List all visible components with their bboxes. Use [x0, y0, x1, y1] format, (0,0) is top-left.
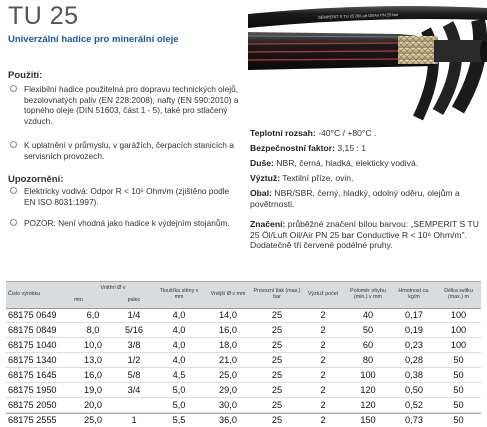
spec-safety-factor: [250, 143, 482, 154]
table-row: [6, 367, 481, 382]
table-cell-bend: 150: [344, 412, 392, 427]
table-cell-pressure: 25: [252, 397, 302, 412]
table-cell-wall: 5,0: [154, 382, 204, 397]
table-cell-mm: 25,0: [72, 412, 114, 427]
product-table: [6, 281, 481, 427]
table-cell-inch: 5/16: [114, 322, 154, 337]
table-cell-code: 68175 1340: [6, 352, 72, 367]
table-cell-mm: 19,0: [72, 382, 114, 397]
table-cell-outer: 21,0: [204, 352, 252, 367]
hose-inner-tube: [434, 40, 487, 62]
table-cell-length: 50: [436, 397, 481, 412]
bullet-icon: [10, 219, 17, 226]
table-cell-bend: 120: [344, 397, 392, 412]
table-cell-burst: 2: [302, 322, 344, 337]
table-cell-inch: [114, 397, 154, 412]
col-header-wall: Tloušťka stěny v mm: [159, 287, 199, 300]
table-row: [6, 307, 481, 322]
col-header-pressure: Provozní tlak (max.) bar: [253, 287, 301, 300]
spec-inner-tube: [250, 158, 482, 169]
spec-value: NBR, černá, hladká, elekticky vodivá.: [273, 158, 419, 168]
table-cell-bend: 80: [344, 352, 392, 367]
table-cell-burst: 2: [302, 397, 344, 412]
usage-item: [10, 84, 242, 126]
table-cell-length: 50: [436, 352, 481, 367]
table-cell-wall: 4,5: [154, 367, 204, 382]
table-cell-pressure: 25: [252, 352, 302, 367]
table-cell-weight: 0,28: [392, 352, 436, 367]
hose-braid: [398, 36, 438, 64]
warning-item-text: POZOR: Není vhodná jako hadice k výdejním stojanům.: [24, 218, 230, 228]
table-cell-pressure: 25: [252, 337, 302, 352]
bullet-icon: [10, 141, 17, 148]
table-cell-inch: 3/8: [114, 337, 154, 352]
table-row: [6, 412, 481, 427]
table-cell-inch: 1/4: [114, 307, 154, 322]
table-cell-length: 100: [436, 307, 481, 322]
table-cell-code: 68175 1040: [6, 337, 72, 352]
table-cell-burst: 2: [302, 412, 344, 427]
table-cell-weight: 0,50: [392, 382, 436, 397]
table-cell-bend: 120: [344, 382, 392, 397]
spec-value: průběžné značení bílou barvou: „SEMPERIT S TU 25 Öl/Luft Oil/Air PN 25 bar Conductive R < 10⁶ Ohm/m". Dodatečně tři červené podélné pruhy.: [250, 219, 479, 250]
table-row: [6, 382, 481, 397]
table-cell-outer: 18,0: [204, 337, 252, 352]
table-cell-bend: 50: [344, 322, 392, 337]
table-cell-wall: 4,0: [154, 307, 204, 322]
table-cell-code: 68175 0849: [6, 322, 72, 337]
table-cell-outer: 14,0: [204, 307, 252, 322]
spec-value: Textilní příze, ovin.: [280, 173, 354, 183]
table-cell-mm: 8,0: [72, 322, 114, 337]
warning-heading: Upozornění:: [8, 174, 64, 185]
table-cell-code: 68175 1645: [6, 367, 72, 382]
table-cell-pressure: 25: [252, 382, 302, 397]
table-cell-code: 68175 2050: [6, 397, 72, 412]
table-cell-outer: 30,0: [204, 397, 252, 412]
table-cell-burst: 2: [302, 367, 344, 382]
table-cell-pressure: 25: [252, 367, 302, 382]
spec-cover: [250, 188, 482, 209]
col-header-inner-diameter: Vnitřní Ø v: [100, 284, 126, 291]
table-cell-code: 68175 0649: [6, 307, 72, 322]
table-cell-wall: 4,0: [154, 352, 204, 367]
product-subtitle: Univerzální hadice pro minerální oleje: [8, 34, 179, 45]
table-cell-bend: 40: [344, 307, 392, 322]
warning-item: [10, 218, 242, 229]
table-cell-length: 50: [436, 382, 481, 397]
table-cell-weight: 0,23: [392, 337, 436, 352]
table-row: [6, 397, 481, 412]
hose-coil-arc-2: [438, 24, 456, 112]
bullet-icon: [10, 85, 17, 92]
usage-heading: Použití:: [8, 70, 43, 81]
table-cell-wall: 5,5: [154, 412, 204, 427]
table-cell-length: 50: [436, 412, 481, 427]
hose-print-text: SEMPERIT S TU 25 Öl/Luft Oil/Air PN 25 bar: [317, 11, 399, 20]
table-cell-weight: 0,19: [392, 322, 436, 337]
col-header-outer: Vnější Ø v mm: [210, 290, 246, 297]
table-cell-wall: 4,0: [154, 337, 204, 352]
table-cell-weight: 0,38: [392, 367, 436, 382]
table-cell-pressure: 25: [252, 322, 302, 337]
warning-item: [10, 186, 242, 207]
usage-item-text: K uplatnění v průmyslu, v garážích, čerpacích stanicích a servisních provozech.: [24, 140, 234, 161]
spec-value: 3,15 : 1: [335, 143, 367, 153]
col-header-mm: mm: [74, 297, 83, 304]
spec-label: Bezpečnostní faktor:: [250, 143, 335, 153]
table-cell-outer: 29,0: [204, 382, 252, 397]
spec-marking: [250, 219, 482, 251]
table-cell-weight: 0,73: [392, 412, 436, 427]
table-cell-pressure: 25: [252, 307, 302, 322]
spec-value: -40°C / +80°C .: [315, 128, 377, 138]
usage-item: [10, 140, 242, 161]
table-cell-weight: 0,52: [392, 397, 436, 412]
table-cell-bend: 60: [344, 337, 392, 352]
table-cell-outer: 25,0: [204, 367, 252, 382]
table-cell-length: 50: [436, 367, 481, 382]
spec-reinforcement: [250, 173, 482, 184]
product-title: TU 25: [8, 2, 79, 30]
table-cell-wall: 5,0: [154, 397, 204, 412]
spec-label: Duše:: [250, 158, 274, 168]
table-cell-mm: 6,0: [72, 307, 114, 322]
table-cell-outer: 16,0: [204, 322, 252, 337]
spec-value: NBR/SBR, černý, hladký, odolný oděru, olejům a povětrnosti.: [250, 188, 460, 209]
spec-label: Teplotní rozsah:: [250, 128, 316, 138]
table-cell-inch: 1: [114, 412, 154, 427]
table-bottom-rule: [6, 413, 481, 414]
table-cell-inch: 5/8: [114, 367, 154, 382]
col-header-code: Číslo výrobku: [8, 290, 41, 297]
col-header-weight: Hmotnost ca. kg/m: [398, 287, 430, 300]
table-cell-code: 68175 2555: [6, 412, 72, 427]
spec-label: Obal:: [250, 188, 272, 198]
table-cell-inch: 1/2: [114, 352, 154, 367]
spec-label: Značení:: [250, 219, 286, 229]
table-cell-mm: 20,0: [72, 397, 114, 412]
table-row: [6, 322, 481, 337]
table-cell-length: 100: [436, 322, 481, 337]
table-cell-mm: 10,0: [72, 337, 114, 352]
table-cell-burst: 2: [302, 337, 344, 352]
spec-temperature: [250, 128, 482, 139]
usage-item-text: Flexibilní hadice použitelná pro dopravu technických olejů, bezolovnatých paliv (EN 228:2008), nafty (EN 590:2010) a topného oleje (DIN 51603, část 1 - 5), také pro stlačený vzduch.: [24, 84, 239, 126]
table-cell-mm: 16,0: [72, 367, 114, 382]
col-header-length: Délka svitku (max.) m: [444, 287, 473, 300]
table-cell-weight: 0,17: [392, 307, 436, 322]
table-cell-burst: 2: [302, 307, 344, 322]
spec-label: Výztuž:: [250, 173, 281, 183]
table-cell-code: 68175 1950: [6, 382, 72, 397]
table-cell-burst: 2: [302, 352, 344, 367]
bullet-icon: [10, 187, 17, 194]
warning-item-text: Elektricky vodivá: Odpor R < 10⁶ Ohm/m (zjištěno podle EN ISO 8031:1997).: [24, 186, 230, 207]
table-cell-outer: 36,0: [204, 412, 252, 427]
table-row: [6, 337, 481, 352]
table-cell-inch: 3/4: [114, 382, 154, 397]
table-cell-burst: 2: [302, 382, 344, 397]
table-cell-wall: 4,0: [154, 322, 204, 337]
table-cell-bend: 100: [344, 367, 392, 382]
table-row: [6, 352, 481, 367]
col-header-inch: palec: [127, 297, 141, 304]
table-cell-length: 100: [436, 337, 481, 352]
table-cell-pressure: 25: [252, 412, 302, 427]
table-cell-mm: 13,0: [72, 352, 114, 367]
col-header-reinforcement: Výztuž počet: [307, 290, 339, 297]
hose-photo: [248, 0, 487, 128]
col-header-bend-radius: Poloměr ohybu (min.) v mm: [350, 287, 386, 300]
